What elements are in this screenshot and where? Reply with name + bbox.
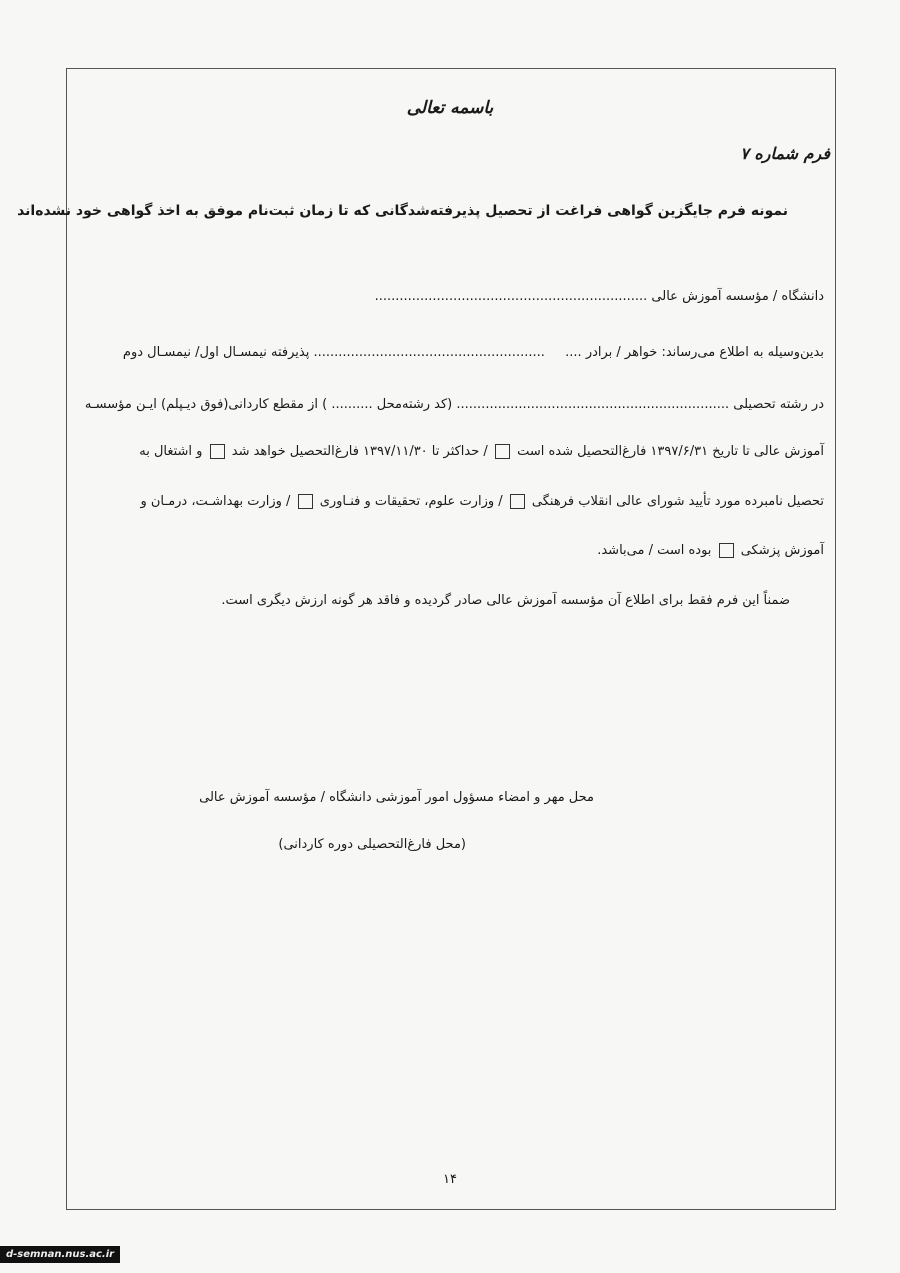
health-ministry-checkbox[interactable]: [719, 543, 734, 558]
graduation-line: [139, 444, 824, 459]
site-watermark: d-semnan.nus.ac.ir: [0, 1246, 120, 1263]
student-line: [123, 345, 824, 360]
signature-label: محل مهر و امضاء مسؤول امور آموزشی دانشگاه / مؤسسه آموزش عالی: [199, 790, 594, 805]
approval-line: [140, 494, 824, 509]
university-line: دانشگاه / مؤسسه آموزش عالی ..................................................................: [374, 289, 824, 304]
student-line-intro: بدین‌وسیله به اطلاع می‌رساند: خواهر / برادر ....: [565, 345, 824, 360]
graduated-checkbox[interactable]: [495, 444, 510, 459]
approval-intro-text: و اشتغال به: [139, 444, 203, 459]
page-number: ۱۴: [443, 1172, 457, 1187]
disclaimer-line: ضمناً این فرم فقط برای اطلاع آن مؤسسه آموزش عالی صادر گردیده و فاقد هر گونه ارزش دیگری است.: [221, 593, 790, 608]
signature-sublabel: (محل فارغ‌التحصیلی دوره کاردانی): [278, 837, 466, 852]
council-checkbox[interactable]: [510, 494, 525, 509]
medical-line: [597, 543, 824, 558]
status-text: بوده است / می‌باشد.: [597, 543, 712, 558]
field-line: در رشته تحصیلی .................................................................. (کد رشته‌محل .......... ) از مقطع کاردانی(فوق دیـپلم) ایـن مؤسسـه: [84, 397, 824, 412]
science-ministry-checkbox[interactable]: [298, 494, 313, 509]
graduated-text: آموزش عالی تا تاریخ ۱۳۹۷/۶/۳۱ فارغ‌التحصیل شده است: [517, 444, 824, 459]
will-graduate-text: / حداکثر تا ۱۳۹۷/۱۱/۳۰ فارغ‌التحصیل خواهد شد: [231, 444, 488, 459]
bismillah-heading: باسمه تعالی: [406, 98, 494, 118]
will-graduate-checkbox[interactable]: [210, 444, 225, 459]
document-title: نمونه فرم جایگزین گواهی فراغت از تحصیل پذیرفته‌شدگانی که تا زمان ثبت‌نام موفق به اخذ گواهی خود نشده‌اند: [17, 203, 788, 219]
medical-text: آموزش پزشکی: [740, 543, 824, 558]
student-line-semester: ........................................................ پذیرفته نیمسـال اول/ نیمسـال دوم: [122, 345, 545, 360]
health-ministry-text: / وزارت بهداشـت، درمـان و: [140, 494, 291, 509]
form-number: فرم شماره ۷: [740, 144, 830, 163]
council-text: تحصیل نامبرده مورد تأیید شورای عالی انقلاب فرهنگی: [531, 494, 824, 509]
science-ministry-text: / وزارت علوم، تحقیقات و فنـاوری: [319, 494, 503, 509]
page-border: [66, 68, 836, 1210]
